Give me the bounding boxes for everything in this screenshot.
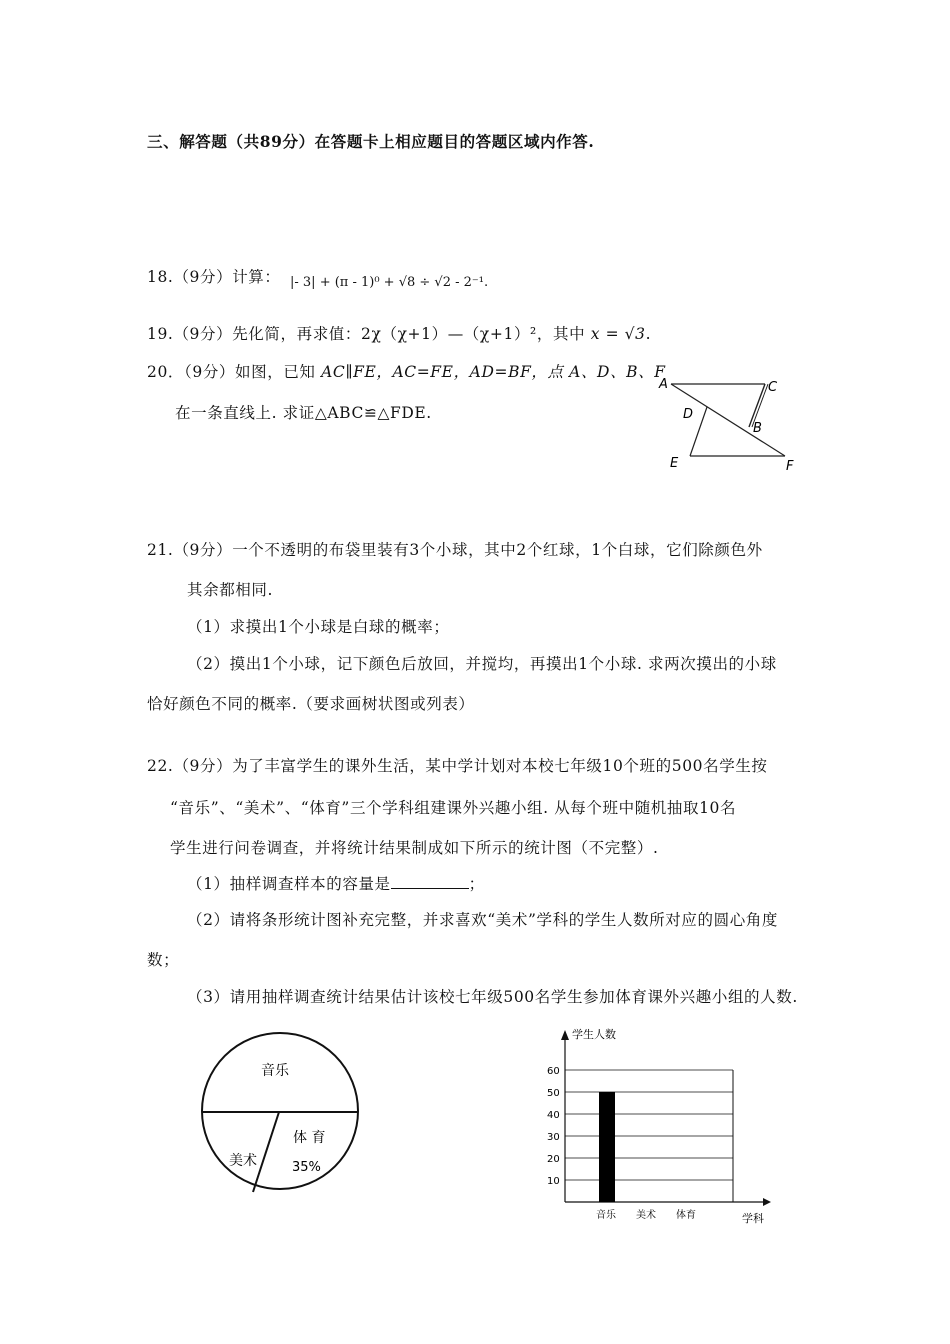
q19-body: 19.（9分）先化简，再求值：2χ（χ+1）—（χ+1）²，其中 — [147, 325, 586, 343]
q20-line1 — [147, 360, 666, 382]
q21-line1: 21.（9分）一个不透明的布袋里装有3个小球，其中2个红球，1个白球，它们除颜色外 — [147, 541, 763, 559]
section-title: 三、解答题（共89分）在答题卡上相应题目的答题区域内作答. — [147, 132, 595, 151]
q22-sub3: （3）请用抽样调查统计结果估计该校七年级500名学生参加体育课外兴趣小组的人数. — [187, 988, 798, 1006]
bar-chart — [535, 1022, 795, 1230]
y-tick-label: 20 — [547, 1154, 560, 1165]
q22-line3: 学生进行问卷调查，并将统计结果制成如下所示的统计图（不完整）. — [170, 839, 659, 857]
q20-label: 20．（9分）如图，已知 — [147, 363, 316, 381]
y-tick-label: 30 — [547, 1132, 560, 1143]
q21-line2: 其余都相同. — [187, 581, 274, 599]
label-a: A — [659, 377, 668, 392]
q19-text — [147, 322, 651, 344]
y-axis-label: 学生人数 — [572, 1028, 616, 1041]
pie-label-pe-percent: 35% — [292, 1160, 321, 1175]
x-axis-label: 学科 — [742, 1212, 764, 1225]
pie-label-music: 音乐 — [261, 1063, 289, 1079]
y-tick-label: 10 — [547, 1176, 560, 1187]
pie-label-pe: 体 育 — [293, 1130, 326, 1146]
q22-sub2a: （2）请将条形统计图补充完整，并求喜欢“美术”学科的学生人数所对应的圆心角度 — [187, 911, 779, 929]
q22-sub1-end: ； — [468, 875, 485, 893]
label-f: F — [786, 459, 794, 474]
q18-expression: |- 3| + (π - 1)⁰ + √8 ÷ √2 - 2⁻¹. — [290, 275, 489, 290]
q19-condition: x = √3 — [590, 325, 646, 343]
bar-0 — [599, 1092, 615, 1202]
pie-chart — [195, 1030, 370, 1195]
label-b: B — [753, 421, 762, 436]
q21-sub2a: （2）摸出1个小球，记下颜色后放回，并搅均，再摸出1个小球. 求两次摸出的小球 — [187, 655, 777, 673]
q22-sub1 — [187, 872, 485, 894]
label-c: C — [768, 380, 778, 395]
q21-sub1: （1）求摸出1个小球是白球的概率； — [187, 618, 450, 636]
y-axis-arrow — [561, 1030, 569, 1040]
x-tick-label: 美术 — [636, 1210, 656, 1221]
y-tick-label: 60 — [547, 1066, 560, 1077]
q19-end: . — [645, 325, 652, 343]
q22-sub2b: 数； — [147, 951, 180, 969]
q22-sub1-text: （1）抽样调查样本的容量是 — [187, 875, 391, 893]
x-axis-arrow — [763, 1198, 771, 1206]
q22-line1: 22.（9分）为了丰富学生的课外生活，某中学计划对本校七年级10个班的500名学生按 — [147, 757, 768, 775]
answer-blank[interactable] — [391, 874, 469, 889]
y-tick-label: 40 — [547, 1110, 560, 1121]
q20-geometry-figure — [655, 374, 805, 476]
label-e: E — [670, 456, 679, 471]
pie-label-art: 美术 — [229, 1153, 257, 1169]
q20-givens: AC∥FE，AC=FE，AD=BF，点 A、D、B、F — [321, 363, 666, 381]
q18-label: 18.（9分）计算： — [147, 268, 281, 286]
q20-line2: 在一条直线上. 求证△ABC≌△FDE. — [175, 404, 432, 422]
x-tick-label: 音乐 — [596, 1210, 616, 1221]
pie-divider-slant — [253, 1112, 279, 1192]
q21-sub2b: 恰好颜色不同的概率.（要求画树状图或列表） — [147, 695, 475, 713]
x-tick-label: 体育 — [676, 1210, 696, 1221]
y-tick-label: 50 — [547, 1088, 560, 1099]
label-d: D — [683, 407, 694, 422]
q22-line2: “音乐”、“美术”、“体育”三个学科组建课外兴趣小组. 从每个班中随机抽取10名 — [170, 799, 737, 817]
